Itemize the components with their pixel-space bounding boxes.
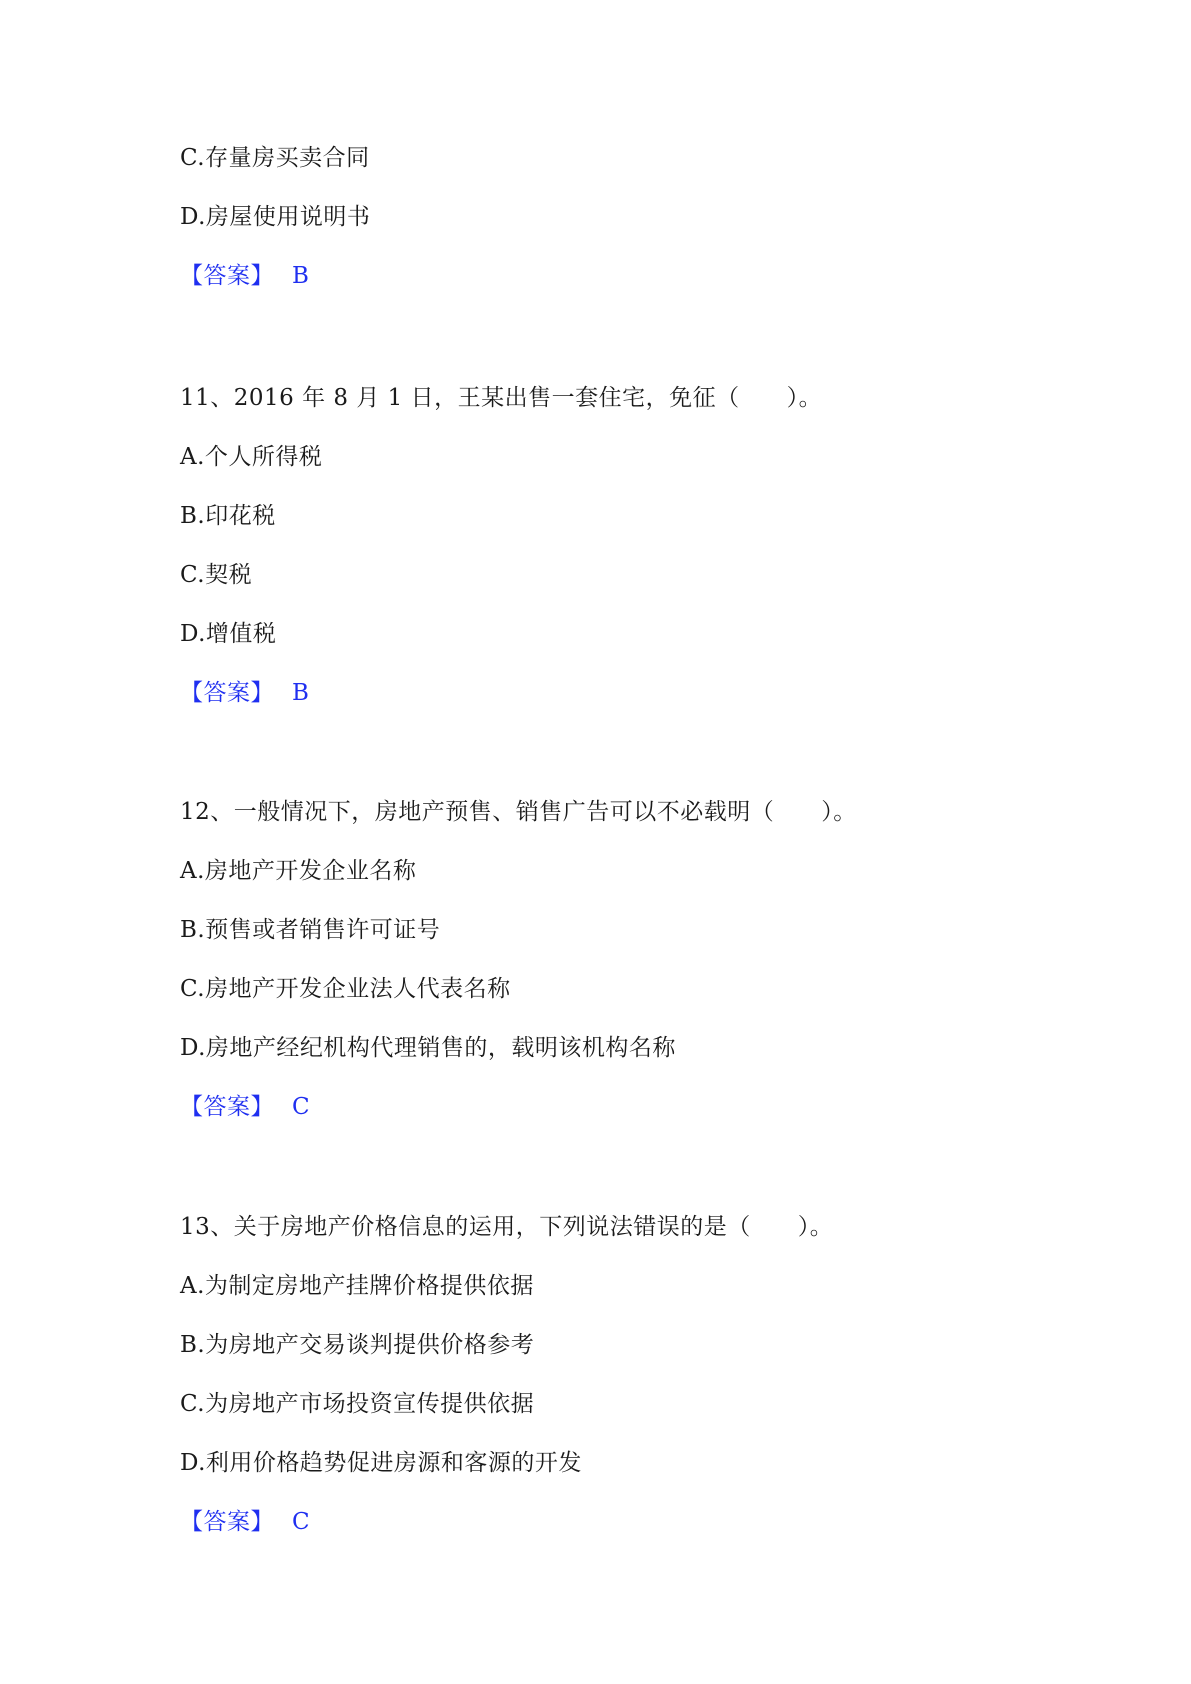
option-c: C.契税 <box>180 562 253 588</box>
answer-label: 【答案】 <box>180 1509 274 1535</box>
answer-line <box>180 1507 310 1537</box>
answer-value: B <box>292 680 310 706</box>
answer-value: C <box>292 1509 311 1535</box>
option-d: D.房屋使用说明书 <box>180 204 371 230</box>
option-d: D.利用价格趋势促进房源和客源的开发 <box>180 1450 582 1476</box>
option-a: A.为制定房地产挂牌价格提供依据 <box>180 1273 534 1299</box>
option-a: A.个人所得税 <box>180 444 323 470</box>
option-c: C.为房地产市场投资宣传提供依据 <box>180 1391 535 1417</box>
answer-line <box>180 1092 310 1122</box>
answer-label: 【答案】 <box>180 1094 274 1120</box>
question-stem: 11、2016 年 8 月 1 日，王某出售一套住宅，免征（ ）。 <box>180 385 823 411</box>
option-b: B.为房地产交易谈判提供价格参考 <box>180 1332 535 1358</box>
option-d: D.增值税 <box>180 621 277 647</box>
option-d: D.房地产经纪机构代理销售的，载明该机构名称 <box>180 1035 676 1061</box>
option-c: C.存量房买卖合同 <box>180 145 370 171</box>
option-b: B.印花税 <box>180 503 276 529</box>
question-stem: 13、关于房地产价格信息的运用，下列说法错误的是（ ）。 <box>180 1214 834 1240</box>
answer-line <box>180 678 309 708</box>
answer-line <box>180 261 309 291</box>
answer-value: C <box>292 1094 311 1120</box>
option-c: C.房地产开发企业法人代表名称 <box>180 976 511 1002</box>
answer-value: B <box>292 263 310 289</box>
answer-label: 【答案】 <box>180 680 274 706</box>
answer-label: 【答案】 <box>180 263 274 289</box>
question-stem: 12、一般情况下，房地产预售、销售广告可以不必载明（ ）。 <box>180 799 857 825</box>
option-b: B.预售或者销售许可证号 <box>180 917 441 943</box>
option-a: A.房地产开发企业名称 <box>180 858 417 884</box>
